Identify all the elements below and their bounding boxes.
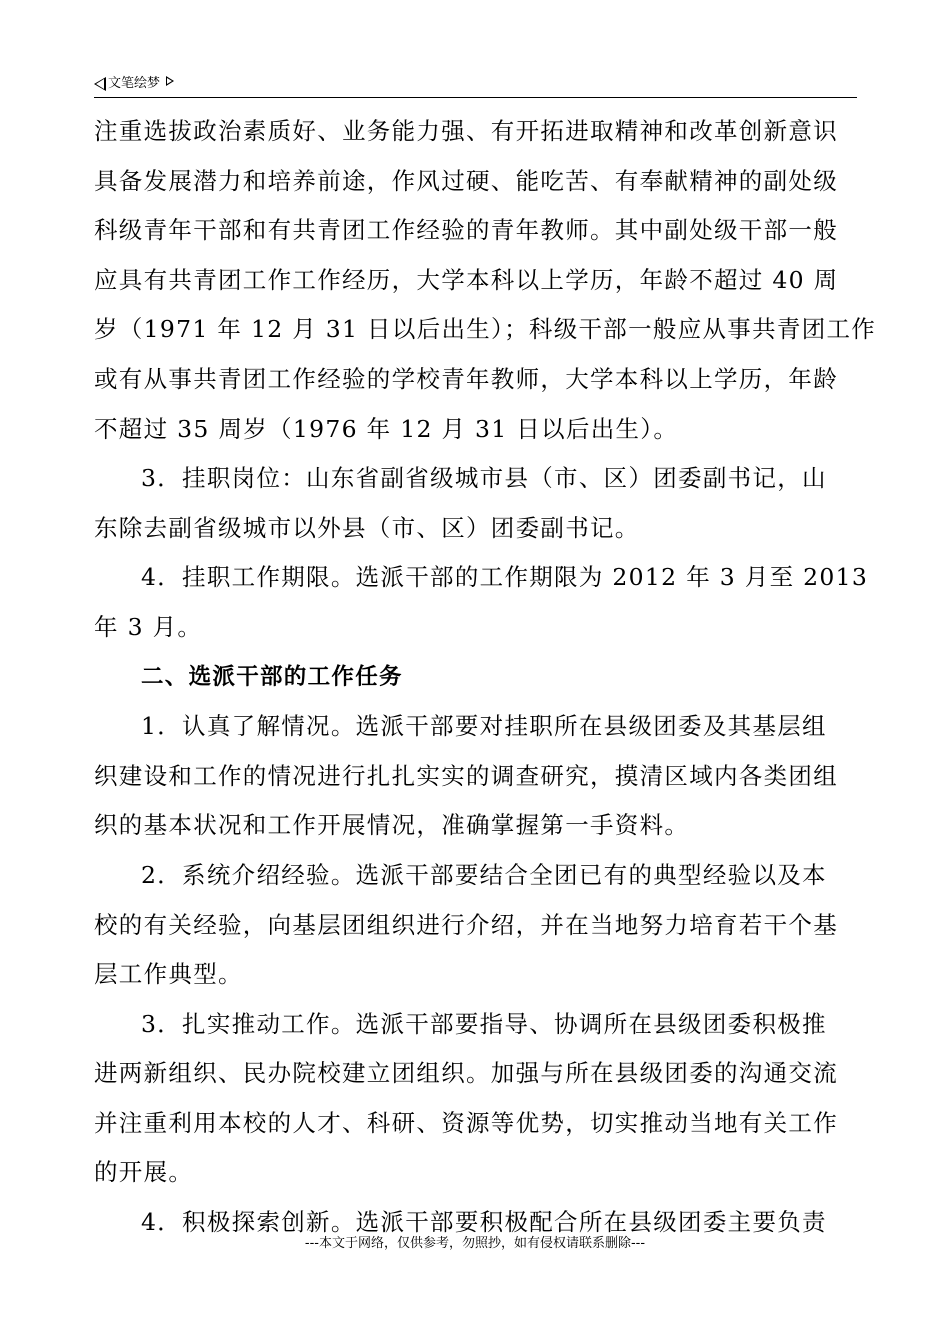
text-line: 注重选拔政治素质好、业务能力强、有开拓进取精神和改革创新意识 xyxy=(94,117,838,145)
text-line: 年 3 月。 xyxy=(94,612,203,641)
text-line: 层工作典型。 xyxy=(94,960,243,989)
page-header xyxy=(94,68,857,98)
text-line: 岁（1971 年 12 月 31 日以后出生）；科级干部一般应从事共青团工作 xyxy=(94,315,877,344)
document-body xyxy=(94,107,877,1248)
text-line: 不超过 35 周岁（1976 年 12 月 31 日以后出生）。 xyxy=(94,414,679,443)
section-heading: 二、选派干部的工作任务 xyxy=(141,663,403,690)
text-line: 进两新组织、民办院校建立团组织。加强与所在县级团委的沟通交流 xyxy=(94,1059,838,1088)
text-line: 科级青年干部和有共青团工作经验的青年教师。其中副处级干部一般 xyxy=(94,216,838,245)
text-line: 织的基本状况和工作开展情况，准确掌握第一手资料。 xyxy=(94,811,690,840)
text-line: 并注重利用本校的人才、科研、资源等优势，切实推动当地有关工作 xyxy=(94,1108,838,1137)
text-line: 校的有关经验，向基层团组织进行介绍，并在当地努力培育若干个基 xyxy=(94,910,838,939)
text-line: 或有从事共青团工作经验的学校青年教师，大学本科以上学历，年龄 xyxy=(94,364,838,393)
paragraph-start: 4．挂职工作期限。选派干部的工作期限为 2012 年 3 月至 2013 xyxy=(141,563,869,592)
page-footer: ---本文于网络，仅供参考，勿照抄，如有侵权请联系删除--- xyxy=(304,1236,646,1251)
paragraph-start: 4．积极探索创新。选派干部要积极配合所在县级团委主要负责 xyxy=(141,1208,827,1237)
text-line: 具备发展潜力和培养前途，作风过硬、能吃苦、有奉献精神的副处级 xyxy=(94,166,838,195)
header-brand xyxy=(94,76,174,92)
paragraph-start: 1．认真了解情况。选派干部要对挂职所在县级团委及其基层组 xyxy=(141,712,827,741)
text-line: 的开展。 xyxy=(94,1158,194,1187)
paragraph-start: 2．系统介绍经验。选派干部要结合全团已有的典型经验以及本 xyxy=(141,860,827,889)
paragraph-start: 3．挂职岗位：山东省副省级城市县（市、区）团委副书记，山 xyxy=(141,464,827,493)
paragraph-start: 3．扎实推动工作。选派干部要指导、协调所在县级团委积极推 xyxy=(141,1009,827,1038)
text-line: 应具有共青团工作工作经历，大学本科以上学历，年龄不超过 40 周 xyxy=(94,265,839,294)
text-line: 织建设和工作的情况进行扎扎实实的调查研究，摸清区域内各类团组 xyxy=(94,761,838,790)
triangle-right-icon xyxy=(166,76,174,86)
brand-text: 文笔绘梦 xyxy=(108,76,161,91)
triangle-left-icon xyxy=(94,77,106,91)
text-line: 东除去副省级城市以外县（市、区）团委副书记。 xyxy=(94,513,640,542)
